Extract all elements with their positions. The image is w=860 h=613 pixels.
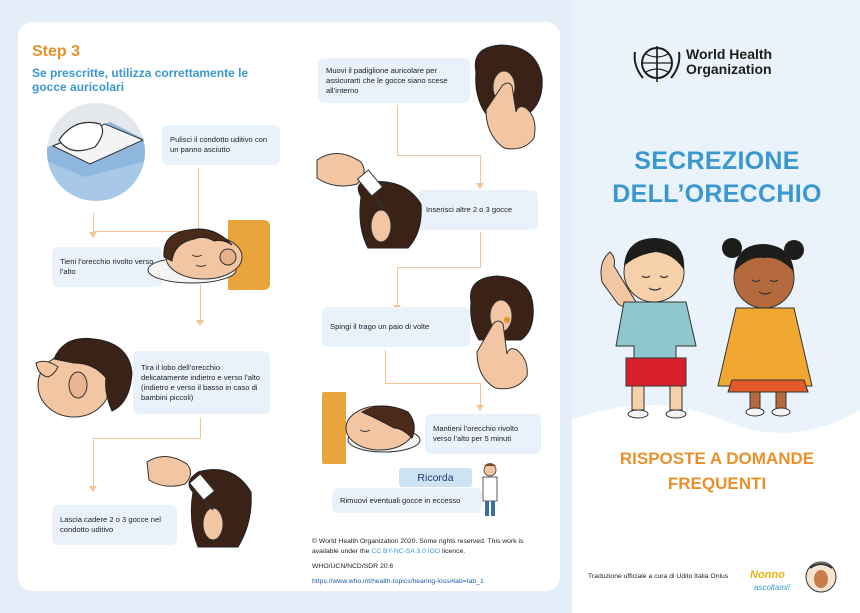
connector-line [93, 438, 94, 486]
connector-line [480, 155, 481, 183]
step-text: Pulisci il condotto uditivo con un panno asciutto [170, 135, 268, 154]
step-box [318, 58, 470, 103]
ear-pull-illustration [34, 333, 136, 421]
svg-text:ascoltami!: ascoltami! [754, 583, 791, 592]
faq-title-line1: RISPOSTE A DOMANDE [619, 449, 815, 468]
remember-badge: Ricorda [399, 468, 472, 487]
step-box [332, 488, 482, 513]
license-link[interactable]: CC BY-NC-SA 3.0 IGO [371, 548, 441, 555]
pinna-move-illustration [466, 42, 544, 154]
step-text: Rimuovi eventuali gocce in eccesso [340, 495, 461, 505]
step-box [322, 307, 470, 347]
copyright-text: © World Health Organization 2020. Some rights reserved. This work is available under the [312, 538, 524, 555]
step-box [425, 414, 541, 454]
lying-head-illustration [144, 215, 272, 293]
who-name-line2: Organization [686, 61, 772, 77]
svg-text:Nonno: Nonno [750, 569, 785, 581]
who-url-link[interactable]: https://www.who.int/health-topics/hearing-loss#tab=tab_1 [312, 578, 484, 585]
document-code: WHO/UCN/NCD/SDR 20.6 [312, 563, 394, 570]
step-title: Step 3 [32, 43, 81, 60]
copyright-suffix: licence. [440, 548, 466, 555]
copyright-notice [312, 537, 552, 587]
partner-ear-logo-icon [804, 560, 838, 594]
connector-line [93, 438, 201, 439]
step-text: Mantieni l’orecchio rivolto verso l’alto per 5 minuti [433, 424, 519, 443]
arrow-icon [476, 183, 484, 189]
step-box [162, 125, 280, 165]
doctor-illustration [478, 462, 502, 518]
step-box [418, 190, 538, 230]
ear-drop-again-illustration [313, 142, 425, 250]
step-text: Tira il lobo dell’orecchio delicatamente indietro e verso l’alto (indietro e verso il basso in caso di bambini piccoli) [141, 362, 261, 402]
ear-drop-illustration [143, 452, 253, 550]
connector-line [480, 232, 481, 267]
who-name-line1: World Health [686, 46, 773, 62]
connector-line [93, 213, 94, 233]
arrow-icon [89, 232, 97, 238]
step-text: Tieni l’orecchio rivolto verso l’alto [60, 257, 154, 276]
cover-title [572, 145, 860, 211]
tragus-push-illustration [465, 272, 535, 390]
step-subtitle: Se prescritte, utilizza correttamente le gocce auricolari [32, 66, 249, 94]
step-text: Spingi il trago un paio di volte [330, 322, 430, 331]
connector-line [385, 350, 386, 383]
who-logo-icon [633, 42, 681, 84]
cloth-cleaning-illustration [45, 102, 147, 202]
lying-head-wait-illustration [322, 388, 422, 466]
faq-title-line2: FREQUENTI [667, 474, 767, 493]
arrow-icon [196, 320, 204, 326]
nonno-ascoltami-logo [748, 562, 800, 596]
translation-note: Traduzione ufficiale a cura di Udito Italia Onlus [588, 573, 729, 580]
connector-line [397, 267, 398, 306]
step-text: Muovi il padiglione auricolare per assicurarti che le gocce siano scese all’interno [326, 65, 448, 95]
connector-line [397, 267, 481, 268]
cover-title-line2: DELL’ORECCHIO [612, 180, 822, 208]
who-name [686, 47, 772, 77]
arrow-icon [89, 486, 97, 492]
arrow-icon [476, 405, 484, 411]
children-illustration [594, 232, 824, 422]
step-box [133, 351, 270, 414]
step-text: Lascia cadere 2 o 3 gocce nel condotto uditivo [60, 515, 161, 534]
cover-title-line1: SECREZIONE [634, 147, 800, 175]
step-text: Inserisci altre 2 o 3 gocce [426, 205, 513, 214]
faq-title [572, 446, 860, 496]
connector-line [200, 418, 201, 439]
